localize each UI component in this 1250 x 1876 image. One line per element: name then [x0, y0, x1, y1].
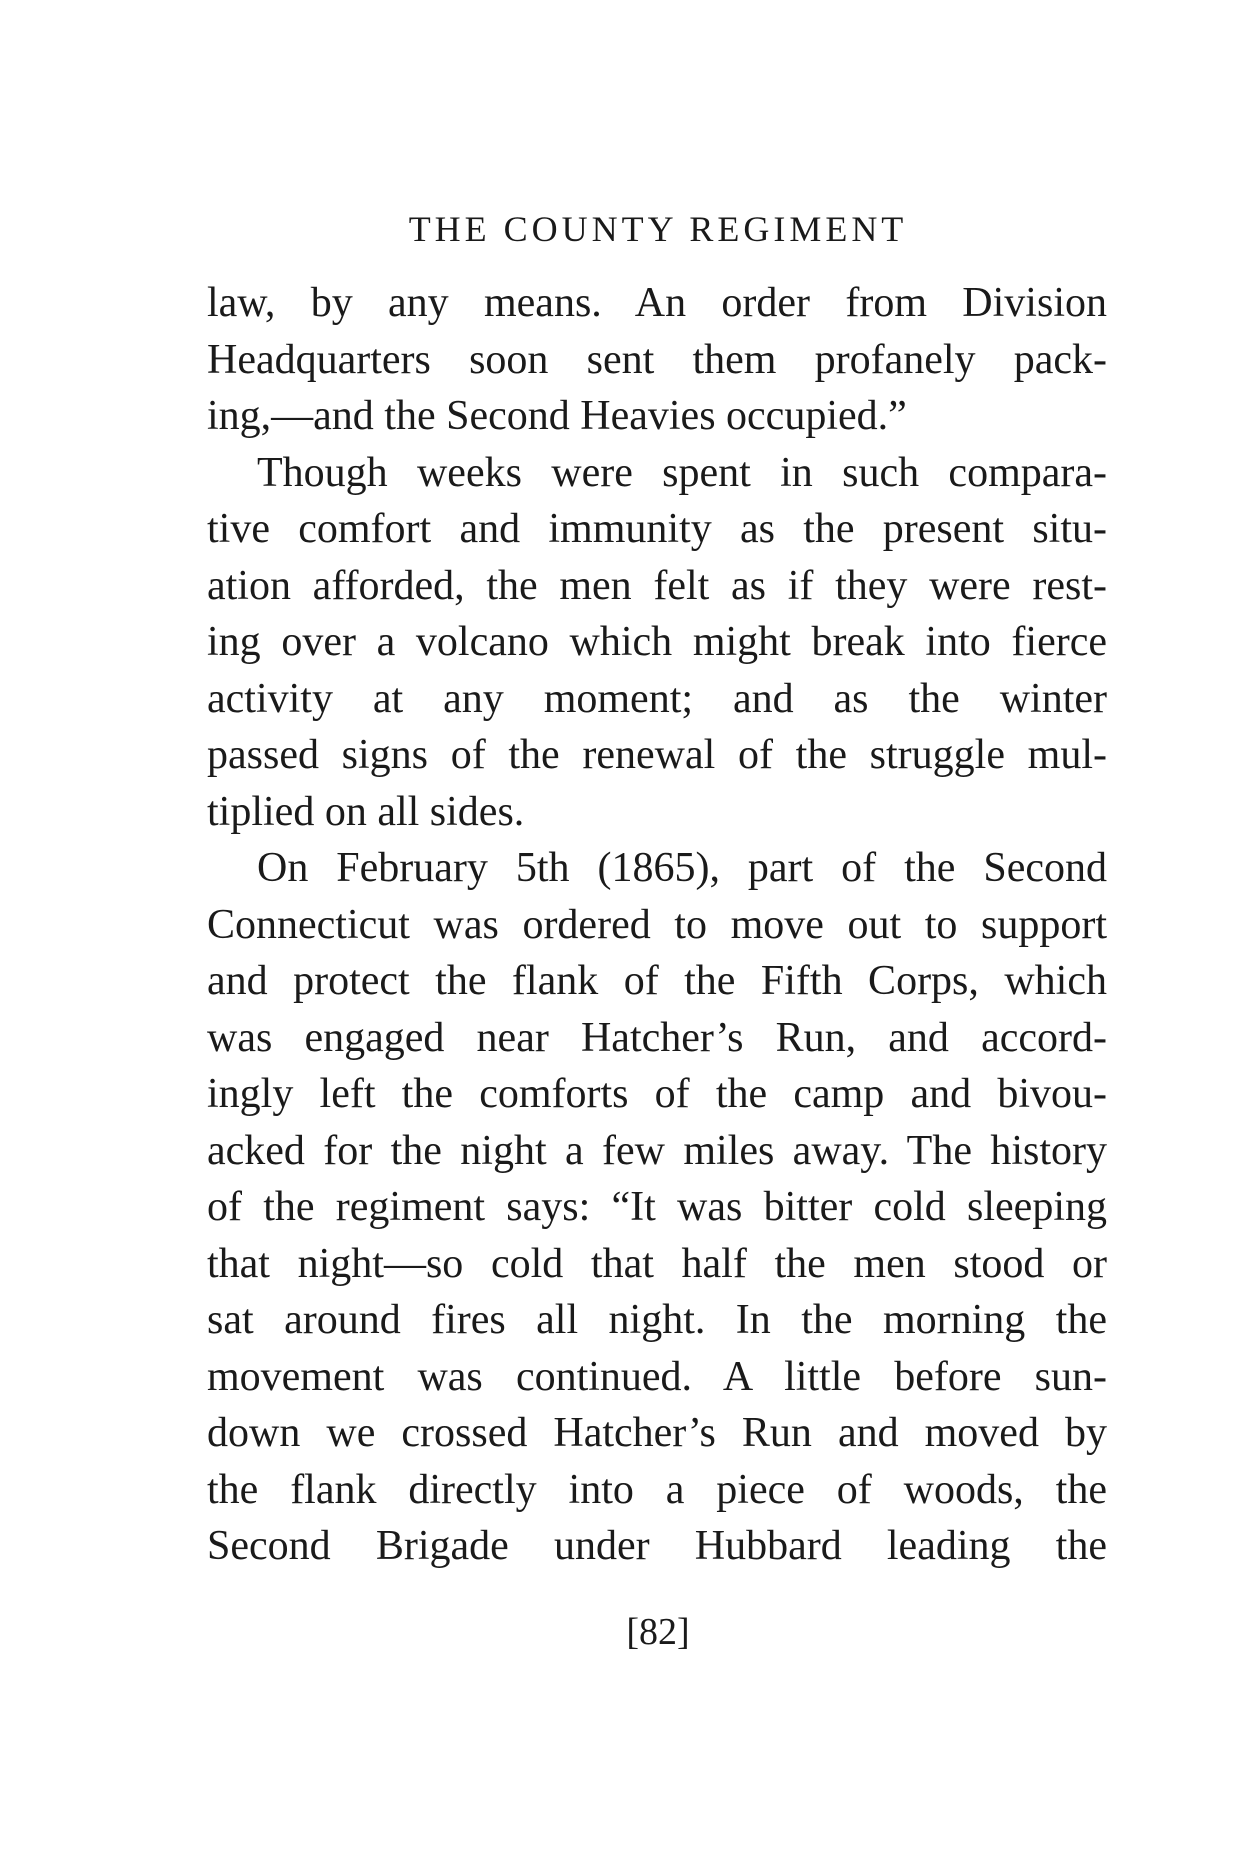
text-line: ation afforded, the men felt as if they were rest-	[207, 562, 1107, 609]
text-line: Though weeks were spent in such compara-	[257, 449, 1107, 496]
text-line: sat around fires all night. In the morning the	[207, 1297, 1107, 1343]
page-number: [82]	[626, 1611, 690, 1653]
text-line: passed signs of the renewal of the struggle mul-	[207, 732, 1107, 778]
text-line: the flank directly into a piece of woods, the	[207, 1466, 1107, 1513]
text-line: down we crossed Hatcher’s Run and moved by	[207, 1410, 1107, 1456]
text-line: activity at any moment; and as the winter	[207, 675, 1107, 722]
text-line: On February 5th (1865), part of the Second	[257, 845, 1107, 891]
text-line: Second Brigade under Hubbard leading the	[207, 1523, 1107, 1569]
text-line: ing,—and the Second Heavies occupied.”	[207, 393, 907, 439]
text-line: ingly left the comforts of the camp and bivou-	[207, 1071, 1107, 1117]
text-line: Headquarters soon sent them profanely pack-	[207, 336, 1107, 383]
text-line: that night—so cold that half the men stood or	[207, 1240, 1107, 1287]
text-line: ing over a volcano which might break into fierce	[207, 619, 1107, 665]
text-line: law, by any means. An order from Division	[207, 280, 1107, 326]
text-line: tive comfort and immunity as the present situ-	[207, 506, 1107, 552]
text-line: was engaged near Hatcher’s Run, and accord-	[207, 1014, 1107, 1061]
text-line: of the regiment says: “It was bitter cold sleeping	[207, 1184, 1107, 1230]
text-line: tiplied on all sides.	[207, 788, 525, 835]
text-line: Connecticut was ordered to move out to support	[207, 901, 1107, 948]
text-line: acked for the night a few miles away. The history	[207, 1127, 1107, 1174]
running-head: THE COUNTY REGIMENT	[408, 209, 908, 249]
body-text	[207, 275, 1107, 1575]
text-line: and protect the flank of the Fifth Corps, which	[207, 958, 1107, 1004]
text-line: movement was continued. A little before sun-	[207, 1353, 1107, 1400]
